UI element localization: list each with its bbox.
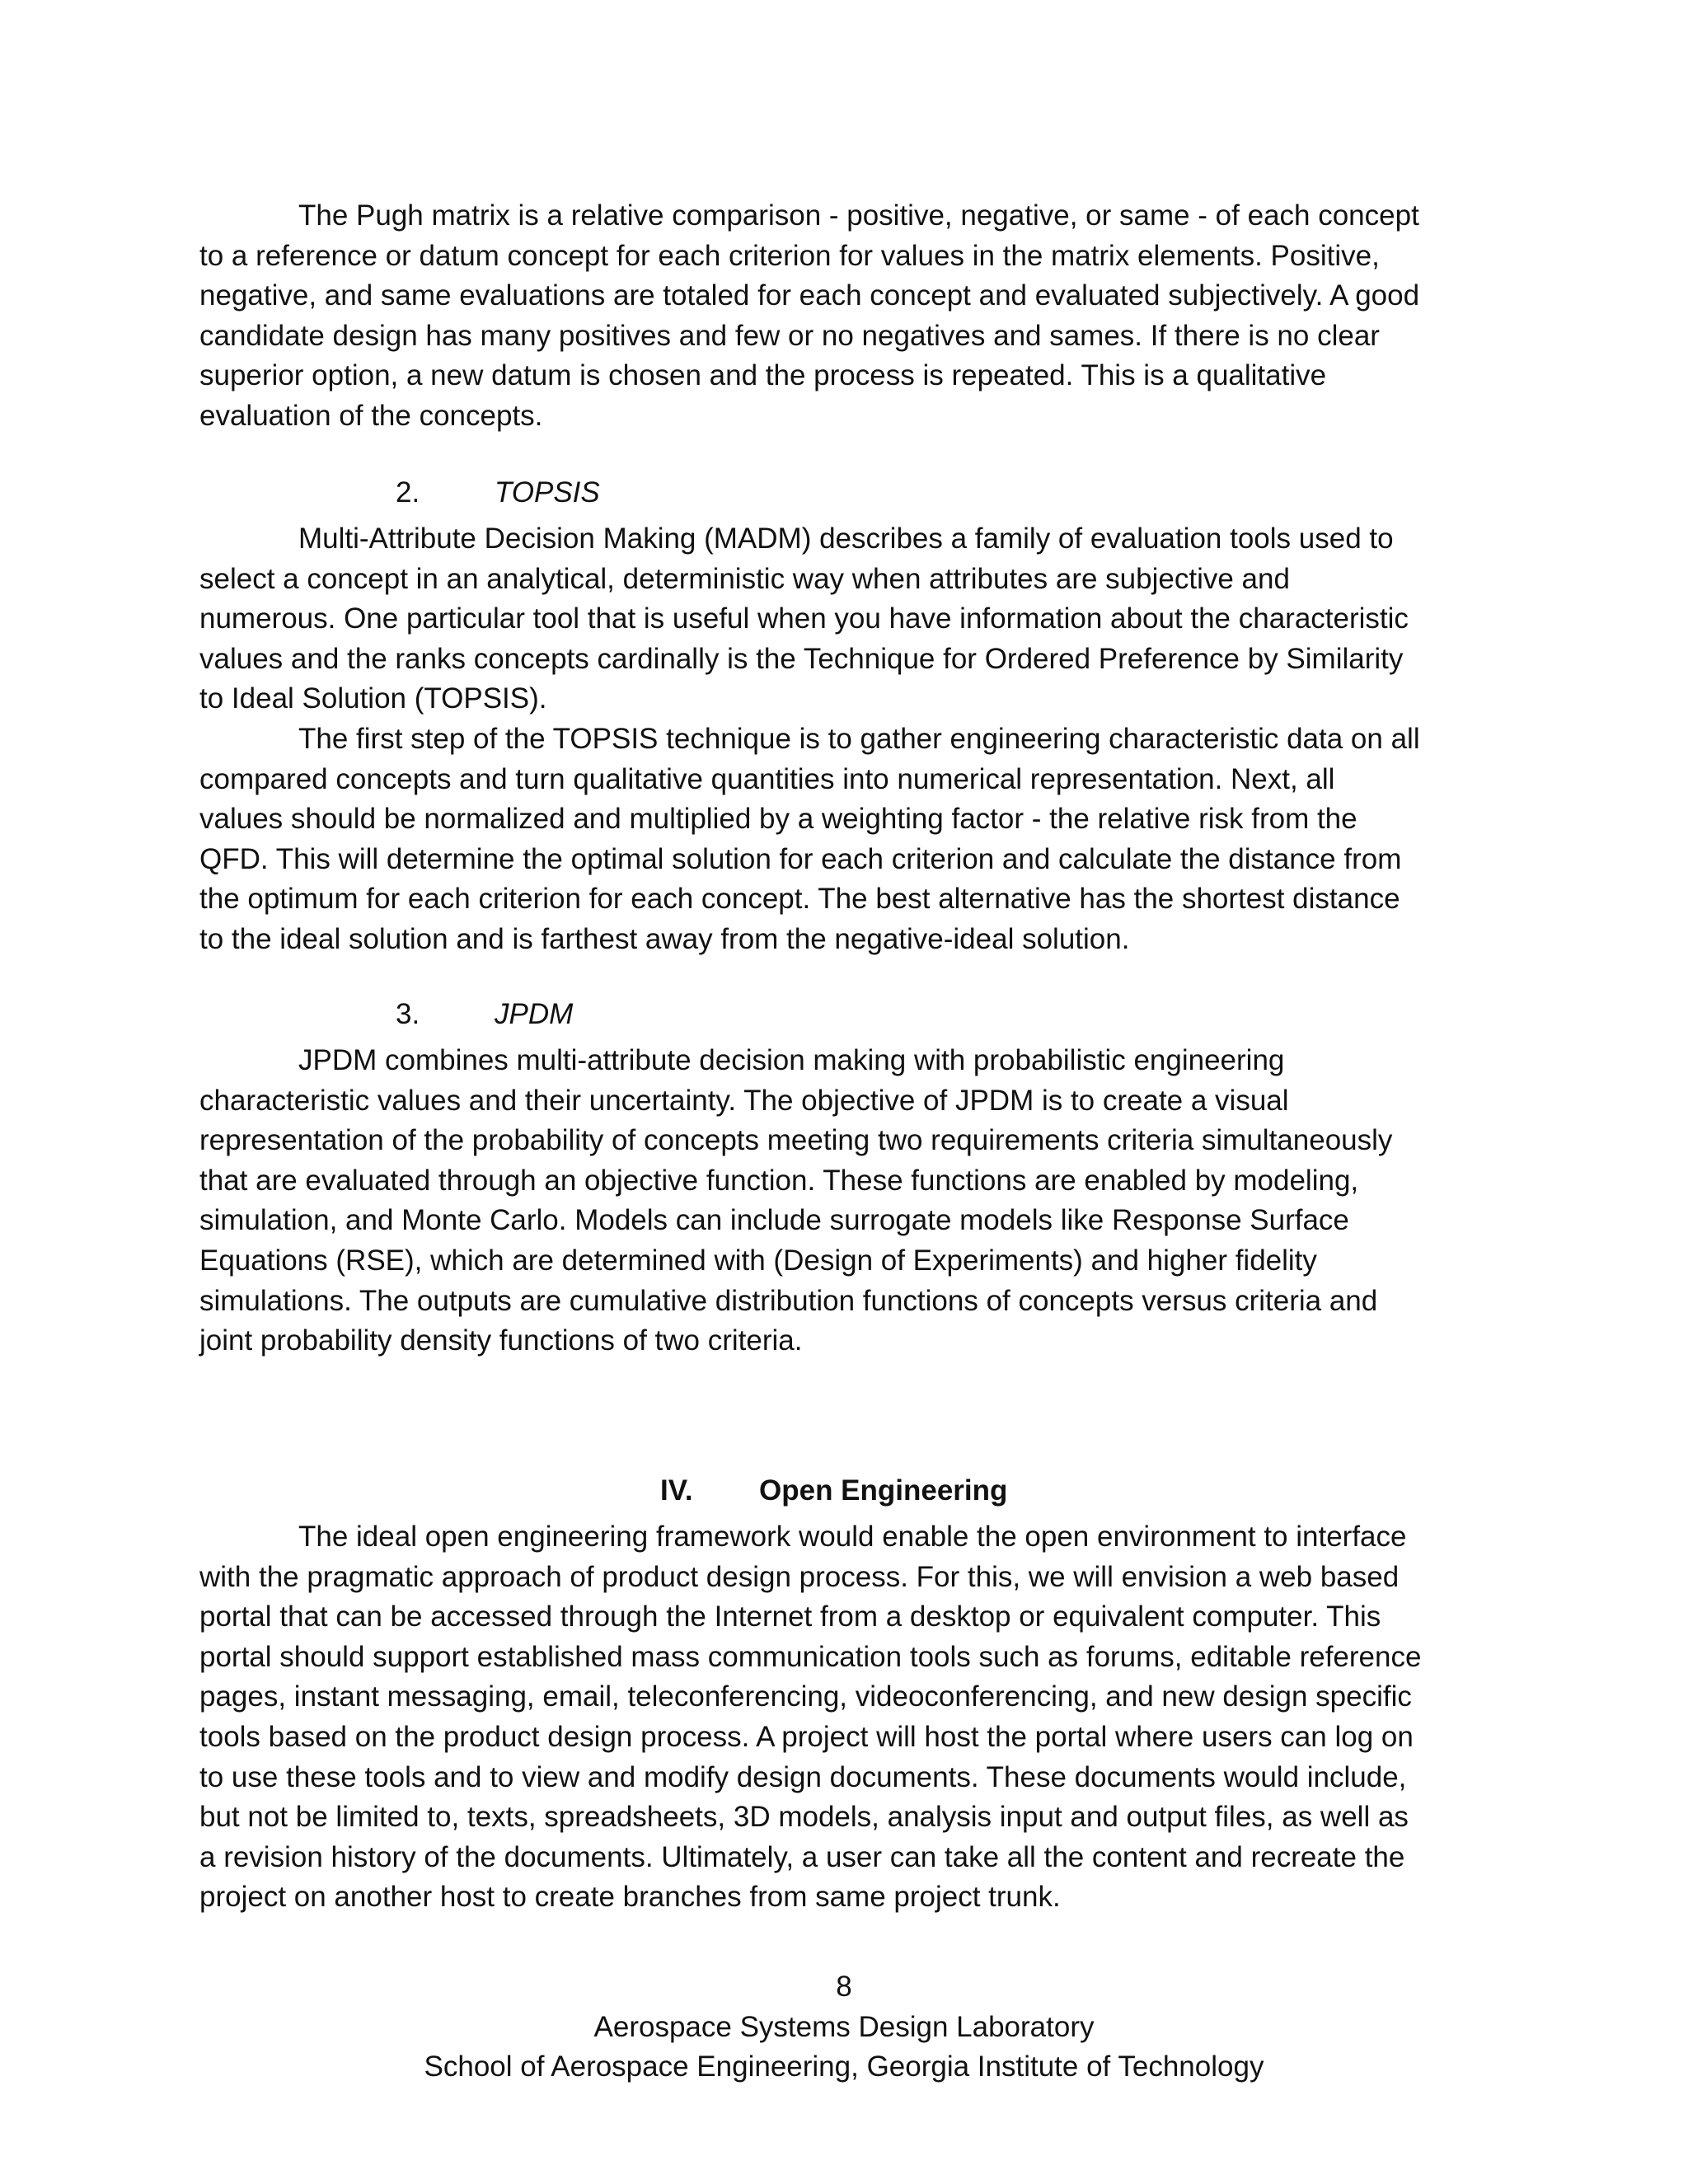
text-line: portal should support established mass communication tools such as forums, editable reference <box>199 1640 1422 1673</box>
pugh-paragraph <box>199 196 1489 437</box>
page-footer <box>0 1967 1688 2088</box>
text-line: select a concept in an analytical, deterministic way when attributes are subjective and <box>199 562 1290 595</box>
text-line: negative, and same evaluations are totaled for each concept and evaluated subjectively. A good <box>199 279 1420 312</box>
jpdm-paragraph <box>199 1041 1489 1361</box>
text-line: QFD. This will determine the optimal solution for each criterion and calculate the distance from <box>199 842 1402 875</box>
text-line: to a reference or datum concept for each criterion for values in the matrix elements. Positive, <box>199 239 1380 272</box>
subheading-title: JPDM <box>495 998 574 1030</box>
text-line: The Pugh matrix is a relative comparison - positive, negative, or same - of each concept <box>298 199 1419 232</box>
text-line: simulations. The outputs are cumulative distribution functions of concepts versus criteria and <box>199 1284 1378 1317</box>
text-line: characteristic values and their uncertainty. The objective of JPDM is to create a visual <box>199 1084 1289 1117</box>
text-line: to Ideal Solution (TOPSIS). <box>199 682 547 715</box>
text-line: but not be limited to, texts, spreadsheets, 3D models, analysis input and output files, as well as <box>199 1801 1409 1834</box>
page-number: 8 <box>836 1971 852 2003</box>
text-line: evaluation of the concepts. <box>199 399 543 432</box>
text-line: the optimum for each criterion for each concept. The best alternative has the shortest distance <box>199 883 1400 916</box>
text-line: numerous. One particular tool that is useful when you have information about the characteristic <box>199 602 1409 635</box>
text-line: tools based on the product design process. A project will host the portal where users can log on <box>199 1720 1414 1753</box>
text-line: that are evaluated through an objective function. These functions are enabled by modeling, <box>199 1164 1359 1197</box>
text-line: Multi-Attribute Decision Making (MADM) describes a family of evaluation tools used to <box>298 523 1394 555</box>
text-line: compared concepts and turn qualitative quantities into numerical representation. Next, all <box>199 762 1335 795</box>
text-line: a revision history of the documents. Ultimately, a user can take all the content and recreate the <box>199 1840 1405 1873</box>
text-line: to use these tools and to view and modify design documents. These documents would include, <box>199 1760 1407 1793</box>
text-line: with the pragmatic approach of product design process. For this, we will envision a web based <box>199 1560 1400 1593</box>
text-line: to the ideal solution and is farthest away from the negative-ideal solution. <box>199 922 1130 955</box>
text-line: representation of the probability of concepts meeting two requirements criteria simultaneously <box>199 1124 1393 1157</box>
subheading-number: 2. <box>396 476 420 509</box>
text-line: pages, instant messaging, email, teleconferencing, videoconferencing, and new design specific <box>199 1680 1412 1713</box>
text-line: simulation, and Monte Carlo. Models can include surrogate models like Response Surface <box>199 1204 1349 1237</box>
topsis-paragraph <box>199 519 1489 960</box>
footer-school-name: School of Aerospace Engineering, Georgia Institute of Technology <box>424 2050 1264 2083</box>
section-title: Open Engineering <box>759 1474 1008 1507</box>
text-line: The first step of the TOPSIS technique is to gather engineering characteristic data on all <box>298 722 1420 755</box>
text-line: candidate design has many positives and few or no negatives and sames. If there is no clear <box>199 319 1380 352</box>
text-line: portal that can be accessed through the Internet from a desktop or equivalent computer. This <box>199 1601 1381 1633</box>
text-line: project on another host to create branches from same project trunk. <box>199 1881 1061 1914</box>
text-line: values and the ranks concepts cardinally is the Technique for Ordered Preference by Similarity <box>199 642 1404 675</box>
text-line: The ideal open engineering framework would enable the open environment to interface <box>298 1521 1407 1553</box>
text-line: superior option, a new datum is chosen and the process is repeated. This is a qualitative <box>199 359 1327 392</box>
footer-lab-name: Aerospace Systems Design Laboratory <box>593 2010 1095 2043</box>
text-line: joint probability density functions of two criteria. <box>199 1324 803 1357</box>
subheading-number: 3. <box>396 998 420 1030</box>
open-engineering-paragraph <box>199 1517 1489 1918</box>
text-line: JPDM combines multi-attribute decision making with probabilistic engineering <box>298 1044 1285 1076</box>
text-line: values should be normalized and multiplied by a weighting factor - the relative risk from the <box>199 803 1357 836</box>
subheading-title: TOPSIS <box>495 476 600 509</box>
section-number: IV. <box>660 1474 693 1507</box>
text-line: Equations (RSE), which are determined with (Design of Experiments) and higher fidelity <box>199 1244 1317 1277</box>
